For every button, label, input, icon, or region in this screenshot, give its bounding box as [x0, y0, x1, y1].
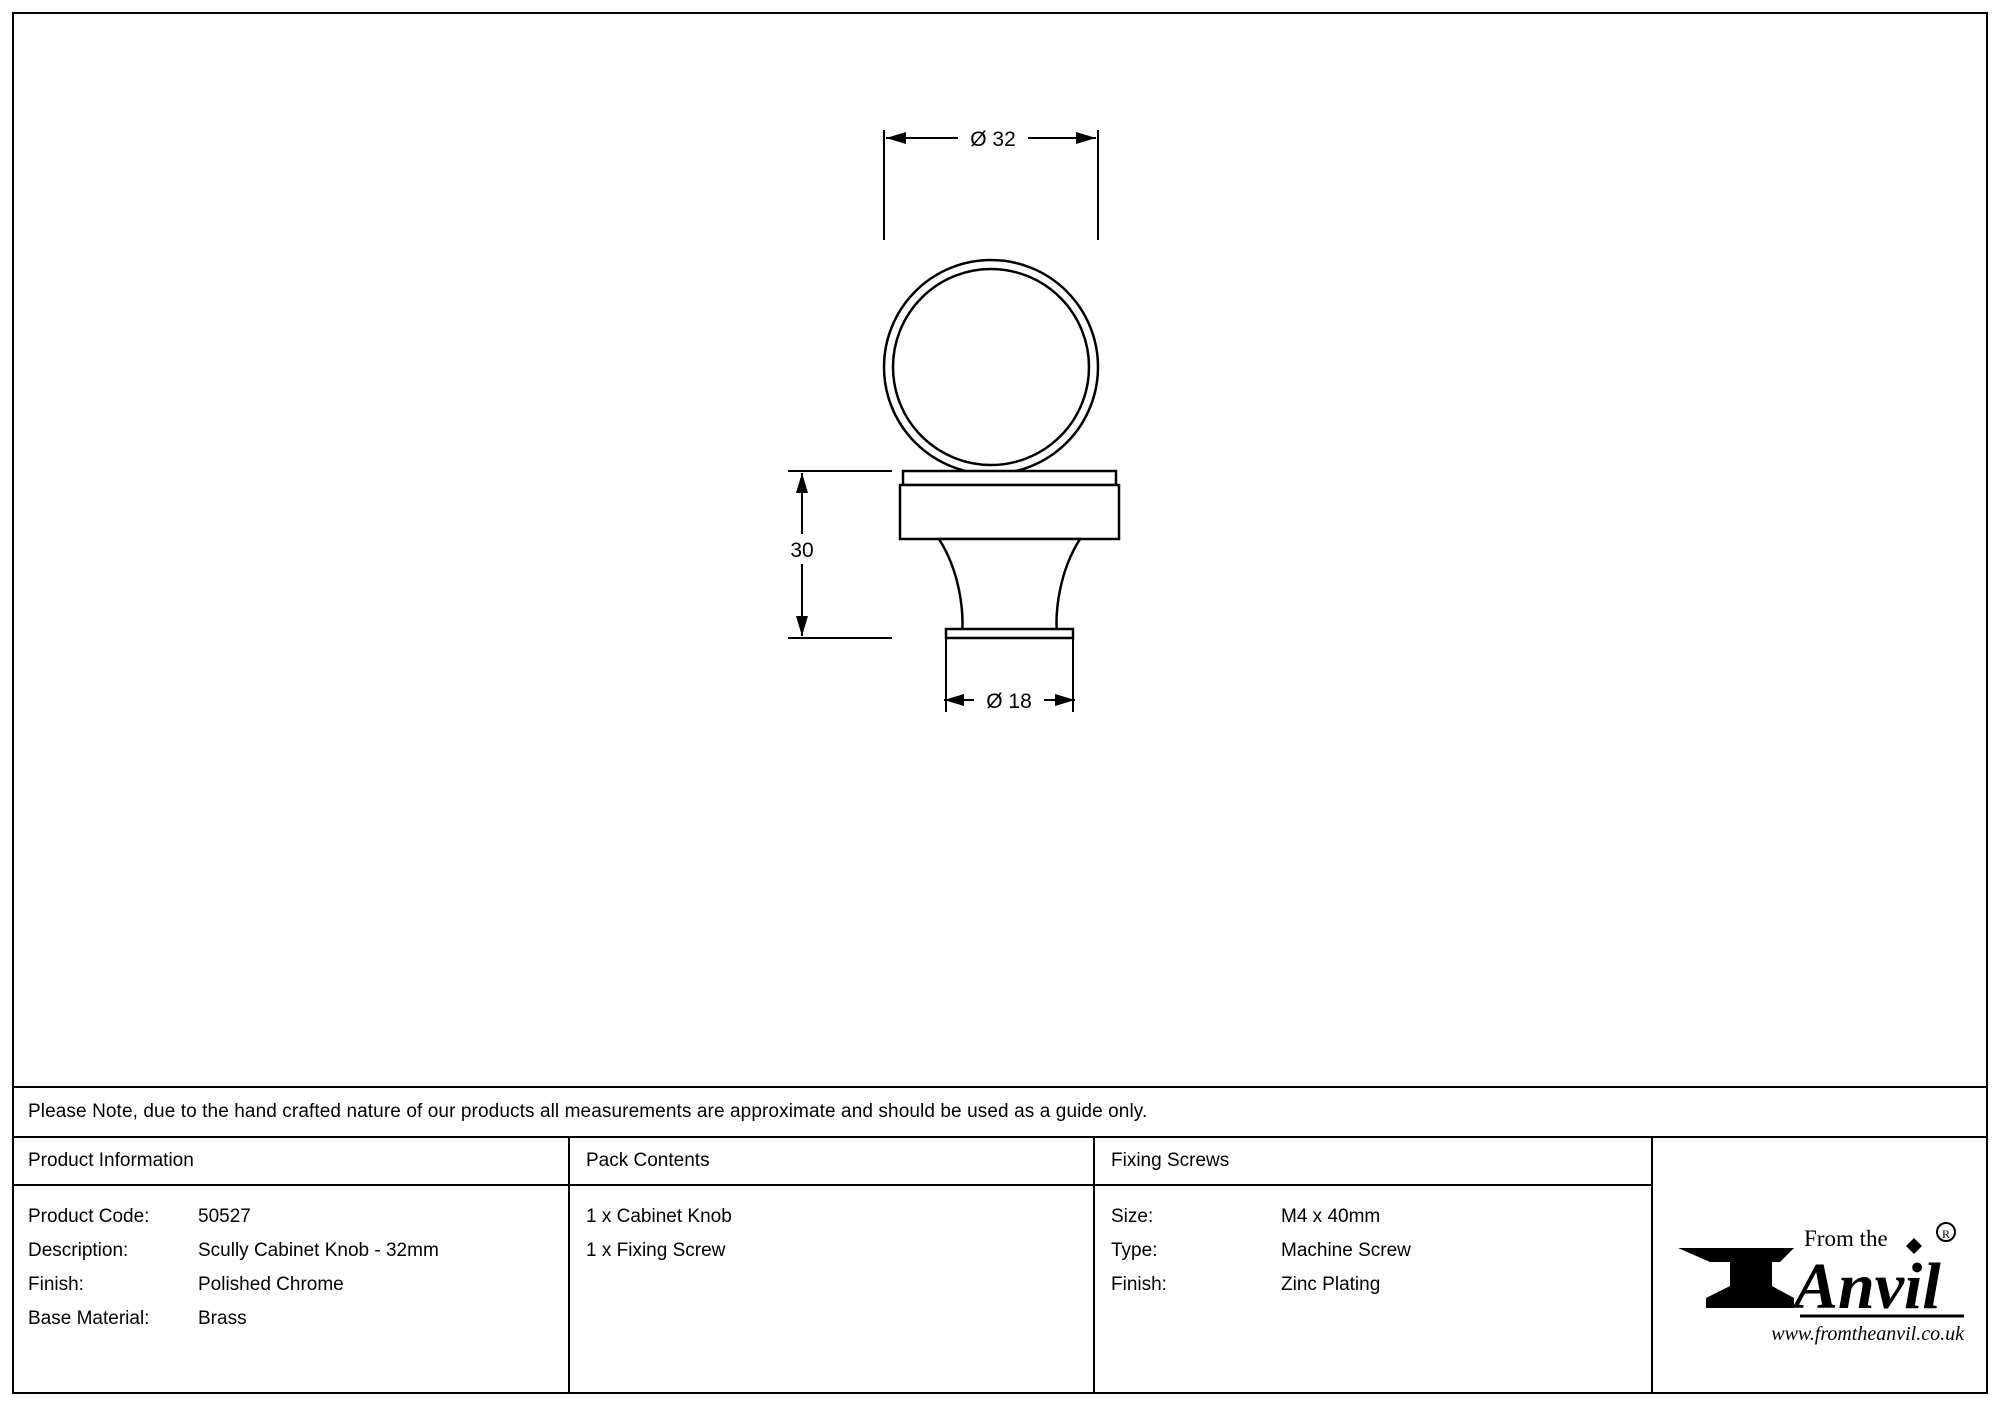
measurement-note-text: Please Note, due to the hand crafted nature of our products all measurements are approximate and should be used as a guide only.	[28, 1101, 1148, 1122]
base-diameter-label: Ø 18	[986, 690, 1032, 713]
brand-logo-cell	[1653, 1186, 1988, 1394]
screw-type-label: Type:	[1111, 1240, 1158, 1261]
logo-brand: Anvil	[1794, 1250, 1941, 1323]
knob-top-view	[884, 260, 1098, 474]
info-table-body	[12, 1186, 1988, 1394]
screw-size-value: M4 x 40mm	[1281, 1206, 1381, 1227]
screw-finish-label: Finish:	[1111, 1274, 1167, 1295]
product-information-cell	[12, 1186, 570, 1394]
screw-type-row	[1111, 1234, 1651, 1268]
info-table-header	[12, 1138, 1988, 1186]
pack-contents-cell	[570, 1186, 1095, 1394]
base-material-label: Base Material:	[28, 1308, 150, 1329]
logo-website: www.fromtheanvil.co.uk	[1771, 1323, 1964, 1345]
description-value: Scully Cabinet Knob - 32mm	[198, 1240, 439, 1261]
measurement-note-row	[12, 1086, 1988, 1138]
screw-finish-row	[1111, 1268, 1651, 1302]
anvil-icon	[1678, 1248, 1794, 1308]
from-the-anvil-logo	[1676, 1212, 1966, 1362]
top-view-diameter-label: Ø 32	[970, 128, 1016, 151]
pack-contents-item: 1 x Cabinet Knob	[586, 1206, 732, 1227]
header-pack-contents: Pack Contents	[570, 1138, 1095, 1186]
description-label: Description:	[28, 1240, 129, 1261]
logo-top-line: From the	[1804, 1226, 1888, 1251]
knob-side-view	[900, 471, 1119, 638]
header-product-information: Product Information	[12, 1138, 570, 1186]
screw-size-label: Size:	[1111, 1206, 1154, 1227]
side-view-height-label: 30	[790, 539, 814, 562]
svg-text:R: R	[1941, 1227, 1951, 1241]
base-material-value: Brass	[198, 1308, 247, 1329]
header-fixing-screws: Fixing Screws	[1095, 1138, 1653, 1186]
product-code-value: 50527	[198, 1206, 251, 1227]
pack-contents-item: 1 x Fixing Screw	[586, 1240, 726, 1261]
description-row	[28, 1234, 568, 1268]
finish-label: Finish:	[28, 1274, 84, 1295]
finish-value: Polished Chrome	[198, 1274, 344, 1295]
screw-type-value: Machine Screw	[1281, 1240, 1411, 1261]
header-logo-spacer	[1653, 1138, 1988, 1186]
screw-size-row	[1111, 1200, 1651, 1234]
drawing-area	[12, 12, 1988, 1086]
product-code-label: Product Code:	[28, 1206, 150, 1227]
screw-finish-value: Zinc Plating	[1281, 1274, 1381, 1295]
fixing-screws-cell	[1095, 1186, 1653, 1394]
finish-row	[28, 1268, 568, 1302]
product-code-row	[28, 1200, 568, 1234]
base-material-row	[28, 1302, 568, 1336]
